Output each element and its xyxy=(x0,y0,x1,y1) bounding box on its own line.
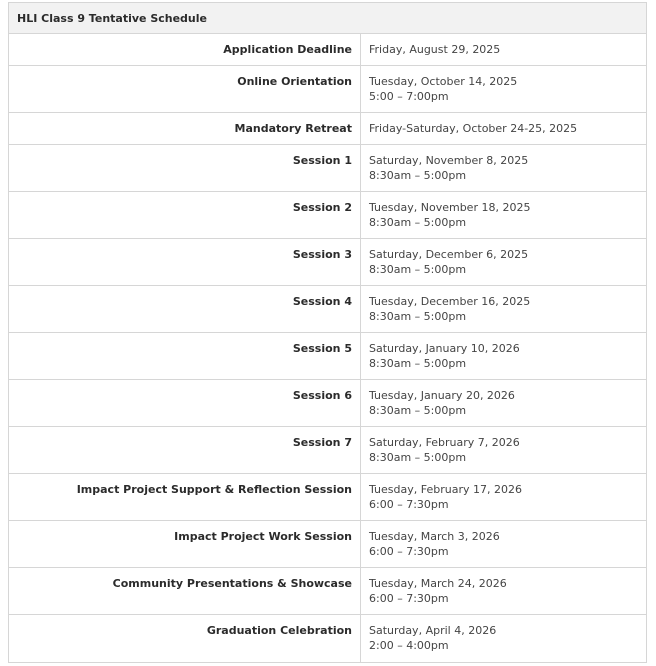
event-date xyxy=(361,380,646,426)
time-line: 6:00 – 7:30pm xyxy=(369,498,449,511)
date-line: Tuesday, December 16, 2025 xyxy=(369,295,531,308)
table-row xyxy=(9,192,646,239)
event-label: Impact Project Support & Reflection Session xyxy=(9,474,361,520)
date-line: Friday-Saturday, October 24-25, 2025 xyxy=(369,122,578,135)
schedule-table xyxy=(8,2,647,663)
event-label: Application Deadline xyxy=(9,34,361,65)
event-date xyxy=(361,286,646,332)
table-row xyxy=(9,333,646,380)
event-date xyxy=(361,239,646,285)
table-row xyxy=(9,286,646,333)
event-label: Online Orientation xyxy=(9,66,361,112)
table-row xyxy=(9,615,646,662)
time-line: 8:30am – 5:00pm xyxy=(369,310,467,323)
event-label: Community Presentations & Showcase xyxy=(9,568,361,614)
event-label: Session 6 xyxy=(9,380,361,426)
date-line: Tuesday, November 18, 2025 xyxy=(369,201,531,214)
event-date xyxy=(361,615,646,662)
event-date xyxy=(361,333,646,379)
date-line: Saturday, November 8, 2025 xyxy=(369,154,529,167)
date-line: Saturday, April 4, 2026 xyxy=(369,624,497,637)
date-line: Tuesday, February 17, 2026 xyxy=(369,483,522,496)
date-line: Tuesday, March 24, 2026 xyxy=(369,577,507,590)
time-line: 5:00 – 7:00pm xyxy=(369,90,449,103)
table-title: HLI Class 9 Tentative Schedule xyxy=(9,3,646,34)
event-label: Session 5 xyxy=(9,333,361,379)
event-date xyxy=(361,113,646,144)
time-line: 8:30am – 5:00pm xyxy=(369,404,467,417)
table-row xyxy=(9,66,646,113)
table-row xyxy=(9,34,646,66)
date-line: Tuesday, October 14, 2025 xyxy=(369,75,518,88)
table-row xyxy=(9,427,646,474)
event-date xyxy=(361,521,646,567)
event-date xyxy=(361,427,646,473)
event-date xyxy=(361,192,646,238)
time-line: 6:00 – 7:30pm xyxy=(369,545,449,558)
date-line: Friday, August 29, 2025 xyxy=(369,43,501,56)
event-date xyxy=(361,474,646,520)
table-row xyxy=(9,474,646,521)
time-line: 8:30am – 5:00pm xyxy=(369,451,467,464)
date-line: Tuesday, March 3, 2026 xyxy=(369,530,500,543)
event-label: Session 3 xyxy=(9,239,361,285)
time-line: 8:30am – 5:00pm xyxy=(369,216,467,229)
event-label: Session 1 xyxy=(9,145,361,191)
event-label: Impact Project Work Session xyxy=(9,521,361,567)
event-date xyxy=(361,34,646,65)
time-line: 2:00 – 4:00pm xyxy=(369,639,449,652)
table-row xyxy=(9,113,646,145)
event-label: Session 4 xyxy=(9,286,361,332)
table-row xyxy=(9,145,646,192)
event-label: Session 2 xyxy=(9,192,361,238)
table-row xyxy=(9,380,646,427)
date-line: Saturday, January 10, 2026 xyxy=(369,342,520,355)
date-line: Tuesday, January 20, 2026 xyxy=(369,389,515,402)
date-line: Saturday, December 6, 2025 xyxy=(369,248,529,261)
event-date xyxy=(361,145,646,191)
date-line: Saturday, February 7, 2026 xyxy=(369,436,520,449)
time-line: 8:30am – 5:00pm xyxy=(369,357,467,370)
table-row xyxy=(9,239,646,286)
event-date xyxy=(361,66,646,112)
event-label: Mandatory Retreat xyxy=(9,113,361,144)
event-label: Session 7 xyxy=(9,427,361,473)
table-row xyxy=(9,521,646,568)
event-date xyxy=(361,568,646,614)
table-row xyxy=(9,568,646,615)
time-line: 6:00 – 7:30pm xyxy=(369,592,449,605)
time-line: 8:30am – 5:00pm xyxy=(369,169,467,182)
time-line: 8:30am – 5:00pm xyxy=(369,263,467,276)
event-label: Graduation Celebration xyxy=(9,615,361,662)
